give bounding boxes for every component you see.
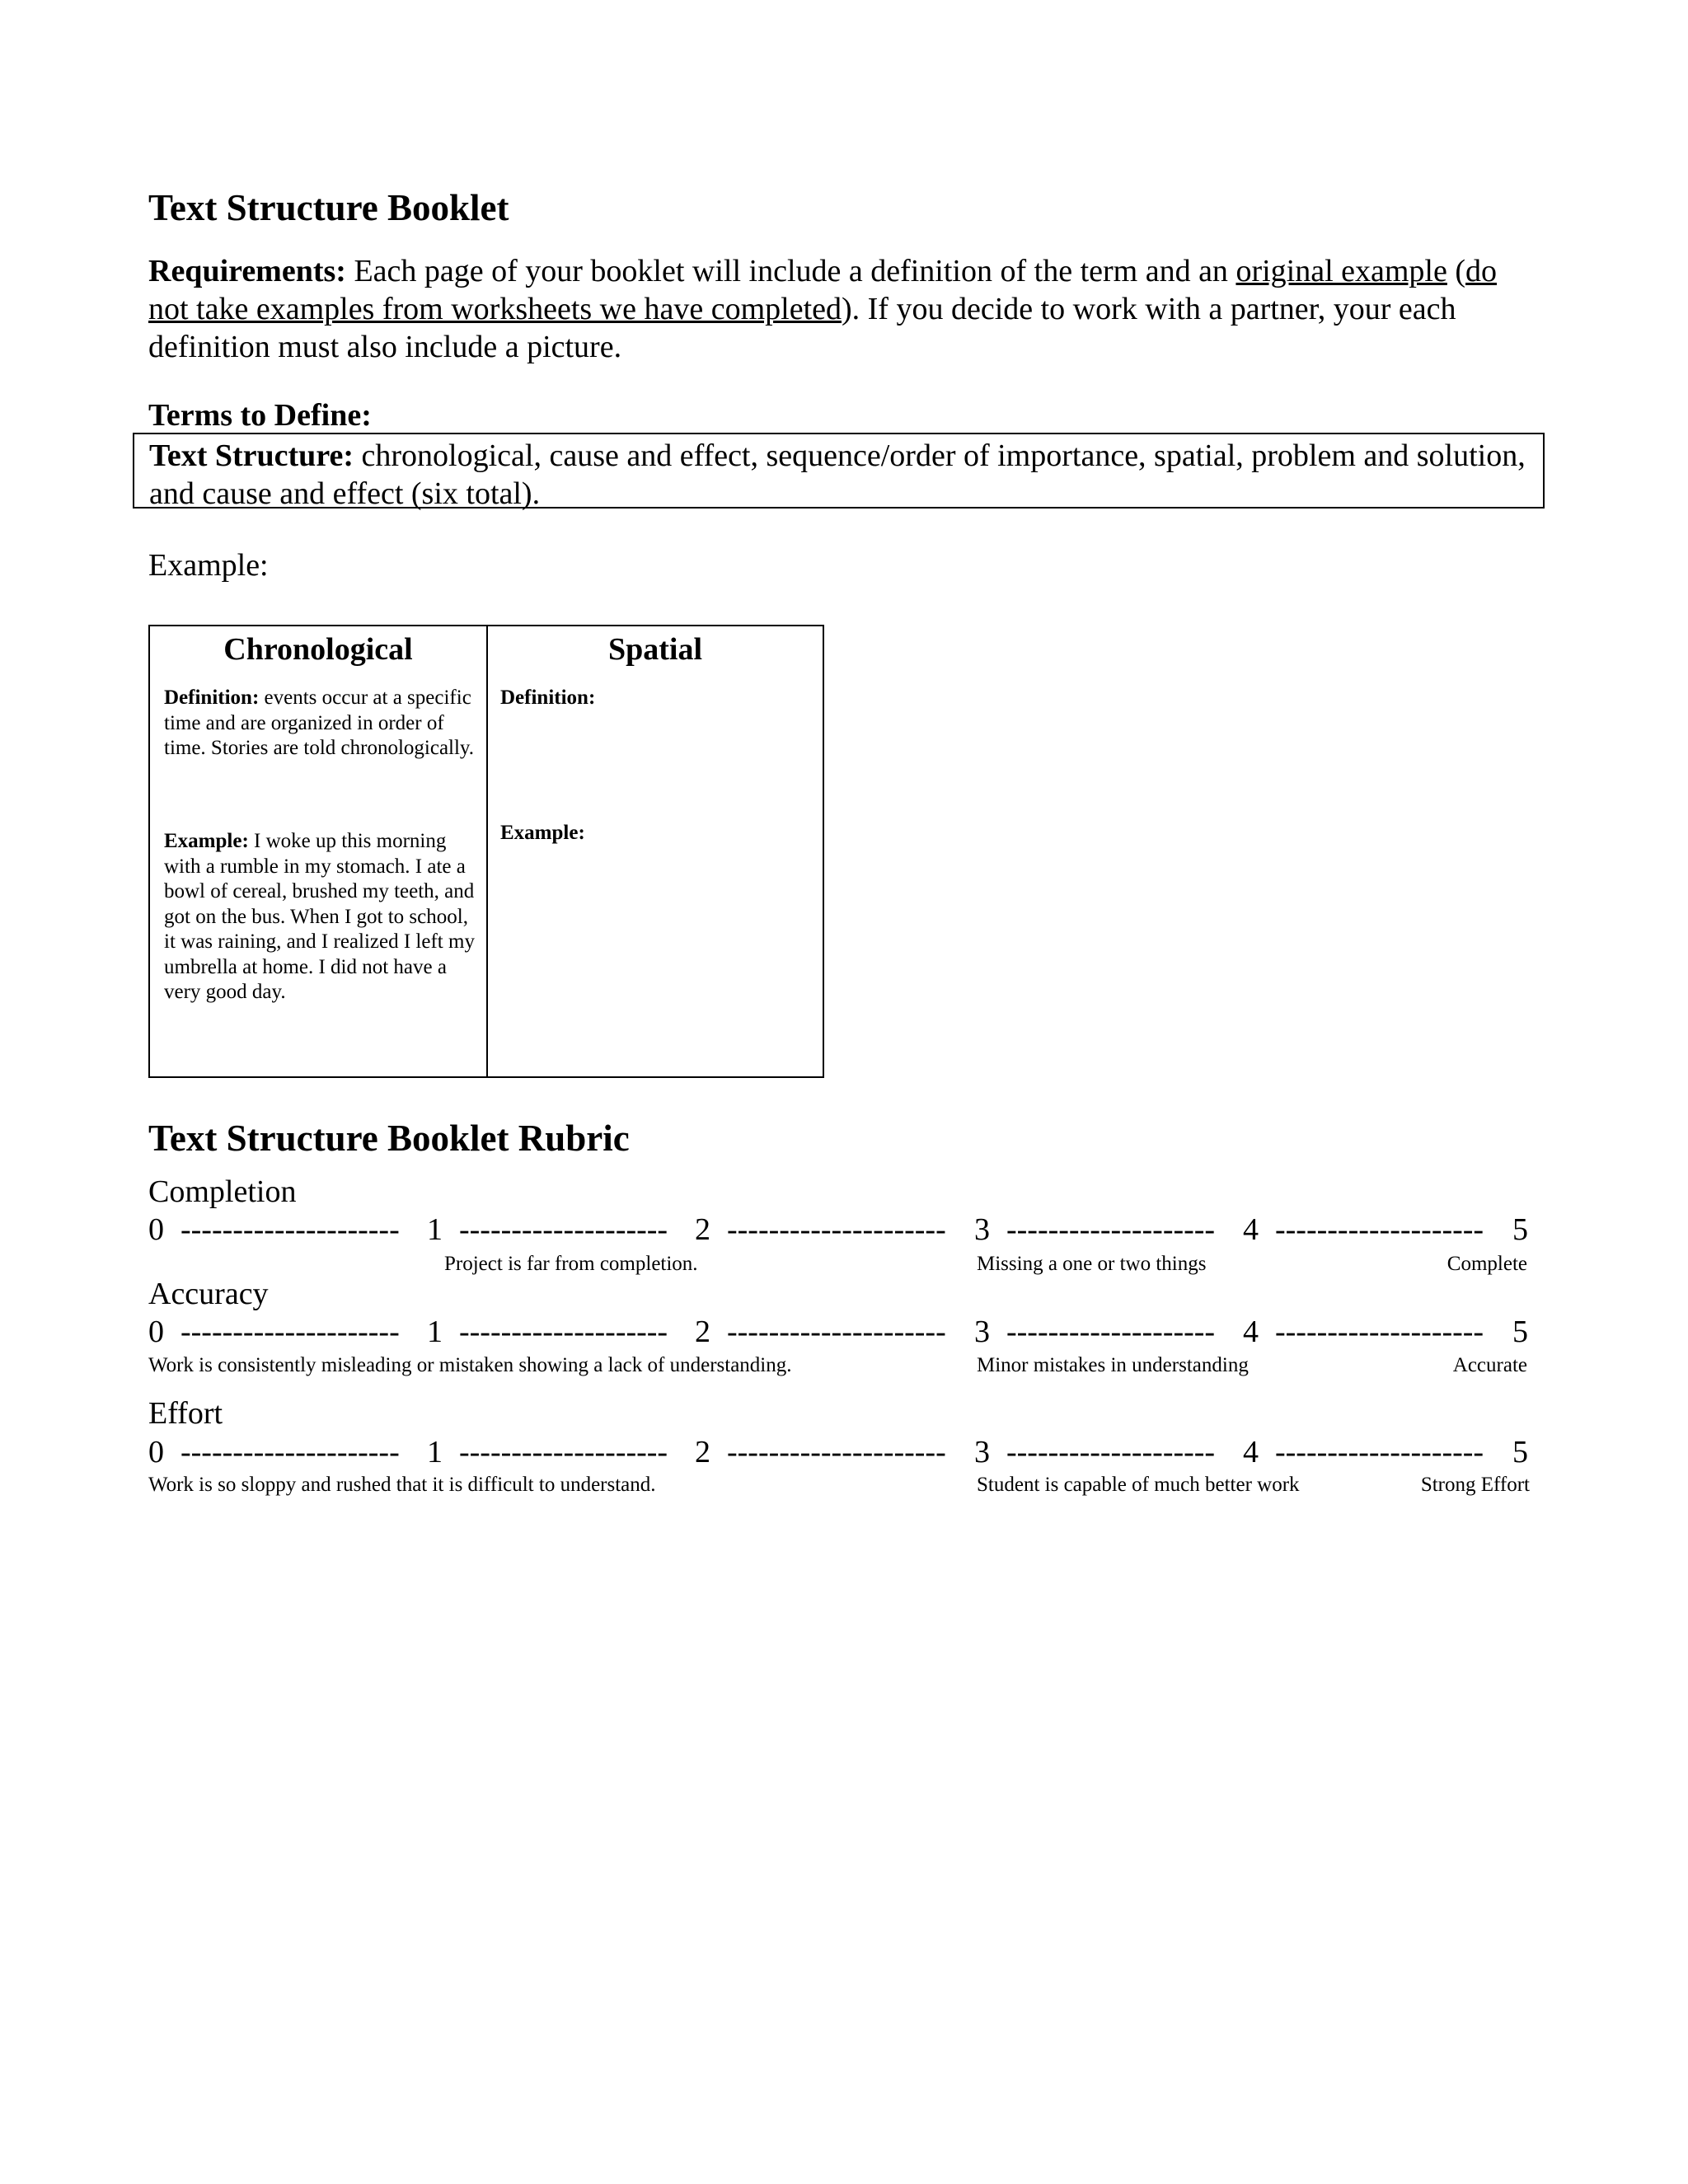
requirements-text-3: ). If you decide to work with a partner, your each definition must also include a picture.: [148, 292, 1456, 364]
scale-dashes: --------------------: [1006, 1315, 1216, 1349]
scale-dashes: ---------------------: [727, 1435, 946, 1469]
scale-0: 0: [148, 1435, 164, 1469]
chronological-heading: Chronological: [223, 632, 413, 667]
completion-descriptor-low: Project is far from completion.: [444, 1253, 698, 1275]
table-column-divider: [486, 626, 488, 1076]
scale-dashes: --------------------: [459, 1212, 668, 1247]
requirements-label: Requirements:: [148, 254, 346, 288]
chronological-example-text: I woke up this morning with a rumble in my stomach. I ate a bowl of cereal, brushed my teeth, and got on the bus. When I got to school, it was raining, and I realized I left my umbrella at home. I did not have a very good day.: [164, 830, 475, 1003]
spatial-definition-label: Definition:: [500, 687, 596, 709]
scale-dashes: ---------------------: [727, 1212, 946, 1247]
scale-5: 5: [1512, 1212, 1528, 1247]
scale-4: 4: [1243, 1315, 1259, 1349]
rubric-criterion-effort: Effort: [148, 1396, 223, 1431]
scale-dashes: ---------------------: [727, 1315, 946, 1349]
scale-0: 0: [148, 1315, 164, 1349]
accuracy-descriptor-low: Work is consistently misleading or mistaken showing a lack of understanding.: [148, 1354, 792, 1376]
chronological-definition-label: Definition:: [164, 687, 260, 709]
scale-4: 4: [1243, 1212, 1259, 1247]
scale-4: 4: [1243, 1435, 1259, 1469]
example-table: [148, 625, 824, 1078]
scale-1: 1: [427, 1435, 443, 1469]
scale-2: 2: [695, 1212, 710, 1247]
rubric-criterion-accuracy: Accuracy: [148, 1277, 269, 1311]
terms-box-text: chronological, cause and effect, sequence/order of importance, spatial, problem and solution, and cause and effect (six total).: [149, 438, 1526, 511]
effort-descriptor-high: Strong Effort: [1420, 1474, 1530, 1496]
completion-descriptor-high: Complete: [1447, 1253, 1527, 1275]
completion-descriptor-mid: Missing a one or two things: [977, 1253, 1207, 1275]
accuracy-descriptor-mid: Minor mistakes in understanding: [977, 1354, 1249, 1376]
spatial-definition: [500, 686, 814, 711]
scale-dashes: --------------------: [1275, 1435, 1484, 1469]
scale-dashes: --------------------: [1006, 1435, 1216, 1469]
effort-descriptor-mid: Student is capable of much better work: [977, 1474, 1300, 1496]
accuracy-descriptor-high: Accurate: [1452, 1354, 1527, 1376]
effort-descriptor-low: Work is so sloppy and rushed that it is difficult to understand.: [148, 1474, 656, 1496]
scale-1: 1: [427, 1212, 443, 1247]
rubric-title: Text Structure Booklet Rubric: [148, 1118, 630, 1159]
scale-2: 2: [695, 1315, 710, 1349]
scale-dashes: ---------------------: [181, 1435, 400, 1469]
rubric-criterion-completion: Completion: [148, 1174, 297, 1209]
example-label: Example:: [148, 548, 269, 583]
chronological-example-label: Example:: [164, 830, 249, 852]
scale-1: 1: [427, 1315, 443, 1349]
requirements-paragraph: [148, 252, 1533, 366]
document-title: Text Structure Booklet: [148, 187, 509, 228]
scale-5: 5: [1512, 1315, 1528, 1349]
scale-dashes: --------------------: [459, 1435, 668, 1469]
chronological-definition-text: events occur at a specific time and are organized in order of time. Stories are told chronologically.: [164, 687, 475, 759]
chronological-example: [164, 829, 477, 1005]
scale-dashes: --------------------: [1006, 1212, 1216, 1247]
scale-0: 0: [148, 1212, 164, 1247]
terms-box-label: Text Structure:: [149, 438, 354, 473]
scale-2: 2: [695, 1435, 710, 1469]
scale-5: 5: [1512, 1435, 1528, 1469]
requirements-underline-1: original example: [1236, 254, 1447, 288]
chronological-definition: [164, 686, 477, 762]
rubric-scale-accuracy: [148, 1314, 1531, 1352]
scale-dashes: ---------------------: [181, 1212, 400, 1247]
scale-dashes: --------------------: [1275, 1315, 1484, 1349]
scale-dashes: --------------------: [459, 1315, 668, 1349]
scale-3: 3: [974, 1435, 990, 1469]
terms-heading: Terms to Define:: [148, 398, 372, 433]
terms-box: [133, 433, 1545, 509]
rubric-scale-effort: [148, 1434, 1531, 1472]
scale-dashes: ---------------------: [181, 1315, 400, 1349]
scale-3: 3: [974, 1212, 990, 1247]
scale-3: 3: [974, 1315, 990, 1349]
spatial-heading: Spatial: [607, 632, 703, 667]
spatial-example: [500, 821, 814, 846]
spatial-example-label: Example:: [500, 822, 585, 844]
requirements-underline-2: do not take examples from worksheets we have completed: [148, 254, 1498, 326]
requirements-text-2: (: [1447, 254, 1466, 288]
scale-dashes: --------------------: [1275, 1212, 1484, 1247]
requirements-text-1: Each page of your booklet will include a definition of the term and an: [345, 254, 1236, 288]
rubric-scale-completion: [148, 1212, 1531, 1249]
